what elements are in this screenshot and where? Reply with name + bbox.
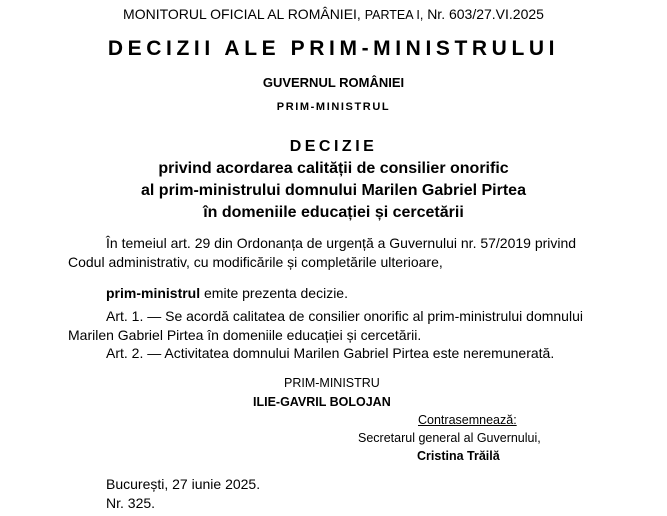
publication-name: MONITORUL OFICIAL AL ROMÂNIEI, (123, 6, 361, 22)
government-name: GUVERNUL ROMÂNIEI (262, 75, 405, 90)
publication-part: PARTEA I, (364, 8, 424, 22)
gazette-header (0, 6, 667, 22)
issue-number: Nr. 603/27.VI.2025 (427, 6, 544, 22)
enactment-clause (106, 285, 348, 301)
preamble-line: Codul administrativ, cu modificările și completările ulterioare, (68, 254, 443, 270)
enactment-actor: prim-ministrul (106, 285, 201, 301)
decision-title: DECIZIE (289, 138, 378, 155)
enactment-text: emite prezenta decizie. (200, 285, 348, 301)
article-2-line: Art. 2. — Activitatea domnului Marilen Gabriel Pirtea este neremunerată. (106, 345, 555, 361)
article-1-line: Marilen Gabriel Pirtea în domeniile educației și cercetării. (68, 327, 422, 343)
article-1-line: Art. 1. — Se acordă calitatea de consilier onorific al prim-ministrului domnului (106, 308, 583, 324)
countersign-label: Contrasemnează: (418, 413, 517, 427)
section-title: DECIZII ALE PRIM-MINISTRULUI (107, 37, 560, 60)
decision-subject-line: în domeniile educației și cercetării (203, 204, 464, 221)
place-date: București, 27 iunie 2025. (106, 476, 261, 492)
preamble-line: În temeiul art. 29 din Ordonanța de urgență a Guvernului nr. 57/2019 privind (106, 235, 577, 251)
countersign-role: Secretarul general al Guvernului, (358, 431, 541, 445)
decision-subject-line: al prim-ministrului domnului Marilen Gabriel Pirtea (141, 182, 526, 199)
countersign-name: Cristina Trăilă (417, 449, 500, 463)
decision-subject-line: privind acordarea calității de consilier onorific (158, 160, 509, 177)
signatory-name: ILIE-GAVRIL BOLOJAN (253, 395, 391, 409)
decision-number: Nr. 325. (106, 495, 156, 511)
signatory-role: PRIM-MINISTRU (284, 376, 380, 390)
issuer-office: PRIM-MINISTRUL (276, 101, 391, 113)
